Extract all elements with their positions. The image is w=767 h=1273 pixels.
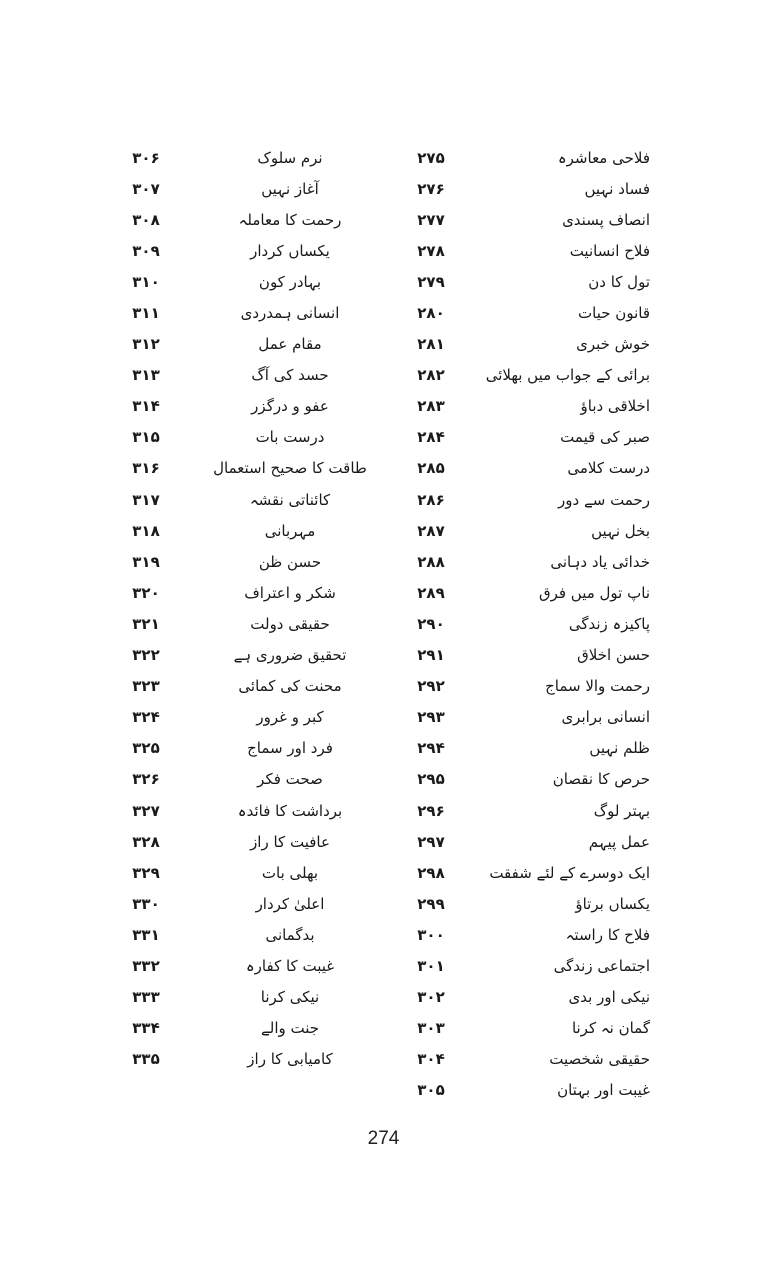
toc-entry-title: قانون حیات <box>578 304 650 323</box>
toc-entry-number: ۳۱۷ <box>132 490 160 509</box>
toc-entry <box>400 453 650 484</box>
toc-entry-title: یکساں کردار <box>250 241 330 260</box>
toc-entry-title: عافیت کا راز <box>250 832 330 851</box>
toc-entry-number: ۳۲۹ <box>132 863 160 882</box>
toc-entry-number: ۲۹۹ <box>417 894 445 913</box>
toc-entry-number: ۳۱۱ <box>132 304 160 323</box>
toc-entry-title: نیکی اور بدی <box>568 988 650 1007</box>
toc-entry-title: کائناتی نقشہ <box>249 490 331 509</box>
toc-entry <box>400 919 650 950</box>
toc-entry-title: مقام عمل <box>258 335 322 354</box>
toc-entry-number: ۳۱۵ <box>132 428 160 447</box>
toc-entry-number: ۲۸۲ <box>417 366 445 385</box>
toc-entry-title: نرم سلوک <box>257 148 323 167</box>
toc-entry-number: ۳۰۲ <box>417 988 445 1007</box>
toc-entry <box>400 204 650 235</box>
toc-entry-title: جنت والے <box>260 1019 320 1038</box>
toc-entry <box>400 266 650 297</box>
toc-entry <box>115 142 390 173</box>
toc-entry-number: ۲۷۷ <box>417 210 445 229</box>
toc-entry <box>115 453 390 484</box>
toc-entry-number: ۲۸۶ <box>417 490 445 509</box>
toc-entry-number: ۳۰۰ <box>417 925 445 944</box>
toc-entry-number: ۲۸۱ <box>417 335 445 354</box>
toc-entry-number: ۲۹۶ <box>417 801 445 820</box>
toc-entry <box>115 826 390 857</box>
toc-entry <box>115 360 390 391</box>
toc-entry-number: ۳۱۶ <box>132 459 160 478</box>
toc-entry-title: محنت کی کمائی <box>238 677 342 696</box>
toc-entry-number: ۳۰۶ <box>132 148 160 167</box>
toc-column-right <box>400 142 650 1106</box>
toc-entry-number: ۳۱۴ <box>132 397 160 416</box>
toc-entry-title: گمان نہ کرنا <box>571 1019 650 1038</box>
toc-entry <box>115 733 390 764</box>
toc-entry <box>115 702 390 733</box>
toc-entry-number: ۲۹۴ <box>417 739 445 758</box>
toc-entry-number: ۲۹۳ <box>417 708 445 727</box>
toc-entry <box>400 1075 650 1106</box>
toc-entry <box>115 577 390 608</box>
toc-entry <box>115 982 390 1013</box>
toc-entry-title: عفو و درگزر <box>251 397 329 416</box>
toc-entry <box>115 515 390 546</box>
toc-entry-number: ۳۲۱ <box>132 614 160 633</box>
toc-entry-title: بخل نہیں <box>591 521 650 540</box>
toc-entry-number: ۳۳۴ <box>132 1019 160 1038</box>
toc-entry-title: فلاح انسانیت <box>569 241 650 260</box>
toc-entry-title: مہربانی <box>264 521 316 540</box>
toc-entry <box>115 173 390 204</box>
toc-entry <box>400 515 650 546</box>
toc-entry <box>400 173 650 204</box>
toc-entry-number: ۲۸۷ <box>417 521 445 540</box>
toc-entry <box>400 360 650 391</box>
toc-entry <box>115 297 390 328</box>
toc-entry <box>400 235 650 266</box>
toc-entry <box>400 297 650 328</box>
toc-entry <box>400 391 650 422</box>
toc-entry <box>400 857 650 888</box>
toc-entry-title: برداشت کا فائدہ <box>237 801 343 820</box>
toc-entry <box>400 422 650 453</box>
toc-entry-number: ۳۰۴ <box>417 1050 445 1069</box>
toc-entry-title: بہتر لوگ <box>593 801 650 820</box>
toc-entry-number: ۳۱۳ <box>132 366 160 385</box>
toc-entry-title: حسن اخلاق <box>577 646 650 665</box>
toc-entry-number: ۳۱۸ <box>132 521 160 540</box>
toc-entry <box>400 608 650 639</box>
toc-entry-number: ۲۸۹ <box>417 583 445 602</box>
toc-entry-title: حقیقی دولت <box>250 614 330 633</box>
toc-entry-number: ۳۲۲ <box>132 646 160 665</box>
toc-entry-number: ۲۹۸ <box>417 863 445 882</box>
toc-entry <box>115 919 390 950</box>
toc-entry-number: ۳۱۹ <box>132 552 160 571</box>
toc-entry-title: طاقت کا صحیح استعمال <box>213 459 367 478</box>
toc-entry <box>115 764 390 795</box>
toc-entry <box>115 235 390 266</box>
toc-entry <box>400 484 650 515</box>
toc-entry-title: درست کلامی <box>567 459 650 478</box>
toc-entry <box>400 795 650 826</box>
toc-entry <box>115 608 390 639</box>
toc-entry <box>400 671 650 702</box>
toc-entry-title: عمل پیہم <box>588 832 650 851</box>
toc-entry-title: اخلاقی دباؤ <box>580 397 650 416</box>
toc-entry-number: ۲۹۵ <box>417 770 445 789</box>
toc-entry-title: رحمت والا سماج <box>545 677 650 696</box>
toc-entry <box>115 484 390 515</box>
toc-entry-number: ۳۰۵ <box>417 1081 445 1100</box>
toc-entry-number: ۲۹۱ <box>417 646 445 665</box>
toc-entry-number: ۳۳۵ <box>132 1050 160 1069</box>
toc-entry-title: انصاف پسندی <box>562 210 650 229</box>
toc-entry <box>400 329 650 360</box>
toc-entry-title: نیکی کرنا <box>260 988 320 1007</box>
toc-entry <box>400 764 650 795</box>
toc-entry-number: ۳۲۰ <box>132 583 160 602</box>
toc-entry-title: فلاحی معاشرہ <box>557 148 650 167</box>
toc-entry-title: حقیقی شخصیت <box>549 1050 650 1069</box>
toc-entry-title: صحت فکر <box>257 770 323 789</box>
toc-entry-title: بہادر کون <box>258 272 322 291</box>
toc-entry-title: ایک دوسرے کے لئے شفقت <box>489 863 650 882</box>
toc-entry-title: کامیابی کا راز <box>247 1050 333 1069</box>
toc-entry <box>400 982 650 1013</box>
toc-entry <box>400 640 650 671</box>
toc-entry <box>400 826 650 857</box>
toc-entry-title: حسن ظن <box>258 552 322 571</box>
toc-entry <box>400 577 650 608</box>
toc-entry <box>400 546 650 577</box>
toc-entry-number: ۳۰۱ <box>417 956 445 975</box>
toc-entry-title: خدائی یاد دہانی <box>550 552 650 571</box>
toc-entry-title: تول کا دن <box>588 272 650 291</box>
toc-entry <box>400 1013 650 1044</box>
toc-entry-number: ۲۹۲ <box>417 677 445 696</box>
toc-entry-number: ۲۸۵ <box>417 459 445 478</box>
toc-entry-title: انسانی برابری <box>561 708 650 727</box>
toc-entry-number: ۲۸۸ <box>417 552 445 571</box>
toc-entry-number: ۲۸۳ <box>417 397 445 416</box>
toc-entry <box>400 888 650 919</box>
toc-entry <box>400 733 650 764</box>
toc-entry-number: ۳۲۷ <box>132 801 160 820</box>
toc-entry-number: ۳۰۷ <box>132 179 160 198</box>
toc-entry <box>115 422 390 453</box>
toc-entry-number: ۳۳۳ <box>132 988 160 1007</box>
toc-entry-title: اعلیٰ کردار <box>255 894 325 913</box>
toc-entry <box>400 950 650 981</box>
toc-entry-title: خوش خبری <box>576 335 650 354</box>
toc-entry <box>115 1013 390 1044</box>
toc-entry <box>400 702 650 733</box>
toc-entry <box>115 329 390 360</box>
toc-entry-title: یکساں برتاؤ <box>575 894 650 913</box>
toc-entry-title: فرد اور سماج <box>247 739 333 758</box>
toc-entry-number: ۲۷۹ <box>417 272 445 291</box>
toc-entry-number: ۲۷۵ <box>417 148 445 167</box>
toc-entry-title: بدگمانی <box>265 925 315 944</box>
toc-entry-number: ۲۷۸ <box>417 241 445 260</box>
toc-entry-title: بھلی بات <box>261 863 319 882</box>
toc-entry <box>115 546 390 577</box>
toc-entry-title: تحقیق ضروری ہے <box>233 646 347 665</box>
toc-entry-number: ۳۰۹ <box>132 241 160 260</box>
toc-entry-title: ظلم نہیں <box>589 739 650 758</box>
toc-column-left <box>115 142 390 1075</box>
toc-entry-title: اجتماعی زندگی <box>553 956 650 975</box>
page-number: 274 <box>367 1128 400 1149</box>
toc-entry-number: ۲۸۰ <box>417 304 445 323</box>
toc-entry-title: صبر کی قیمت <box>560 428 650 447</box>
toc-entry <box>115 1044 390 1075</box>
toc-entry <box>115 266 390 297</box>
toc-entry-title: حسد کی آگ <box>251 366 329 385</box>
toc-entry-number: ۲۹۷ <box>417 832 445 851</box>
toc-entry <box>115 204 390 235</box>
toc-entry-title: غیبت کا کفارہ <box>245 956 335 975</box>
toc-entry-number: ۲۷۶ <box>417 179 445 198</box>
toc-entry-title: کبر و غرور <box>256 708 324 727</box>
toc-entry-number: ۳۱۲ <box>132 335 160 354</box>
toc-entry-number: ۳۲۳ <box>132 677 160 696</box>
toc-entry <box>115 640 390 671</box>
toc-entry <box>115 671 390 702</box>
toc-entry-title: غیبت اور بہتان <box>557 1081 650 1100</box>
toc-entry-title: آغاز نہیں <box>261 179 319 198</box>
toc-entry-number: ۳۱۰ <box>132 272 160 291</box>
toc-entry-number: ۳۲۵ <box>132 739 160 758</box>
toc-entry-number: ۳۲۶ <box>132 770 160 789</box>
toc-entry <box>400 1044 650 1075</box>
toc-entry-title: پاکیزہ زندگی <box>568 614 650 633</box>
toc-entry <box>115 795 390 826</box>
toc-entry <box>115 950 390 981</box>
toc-entry-number: ۲۹۰ <box>417 614 445 633</box>
toc-entry-title: برائی کے جواب میں بھلائی <box>485 366 650 385</box>
toc-entry-title: ناپ تول میں فرق <box>538 583 650 602</box>
toc-entry <box>115 888 390 919</box>
toc-entry-title: شکر و اعتراف <box>244 583 336 602</box>
toc-entry-number: ۳۰۸ <box>132 210 160 229</box>
toc-entry-title: فلاح کا راستہ <box>565 925 650 944</box>
toc-entry-number: ۳۲۸ <box>132 832 160 851</box>
toc-entry-number: ۲۸۴ <box>417 428 445 447</box>
toc-entry <box>115 857 390 888</box>
toc-entry-number: ۳۰۳ <box>417 1019 445 1038</box>
toc-entry-number: ۳۲۴ <box>132 708 160 727</box>
toc-entry <box>400 142 650 173</box>
toc-entry-title: حرص کا نقصان <box>552 770 650 789</box>
toc-entry-number: ۳۳۰ <box>132 894 160 913</box>
toc-entry-title: رحمت سے دور <box>558 490 650 509</box>
toc-entry <box>115 391 390 422</box>
toc-entry-title: انسانی ہمدردی <box>240 304 340 323</box>
toc-entry-title: درست بات <box>255 428 325 447</box>
toc-entry-title: فساد نہیں <box>584 179 650 198</box>
toc-entry-number: ۳۳۲ <box>132 956 160 975</box>
toc-entry-title: رحمت کا معاملہ <box>238 210 342 229</box>
toc-entry-number: ۳۳۱ <box>132 925 160 944</box>
